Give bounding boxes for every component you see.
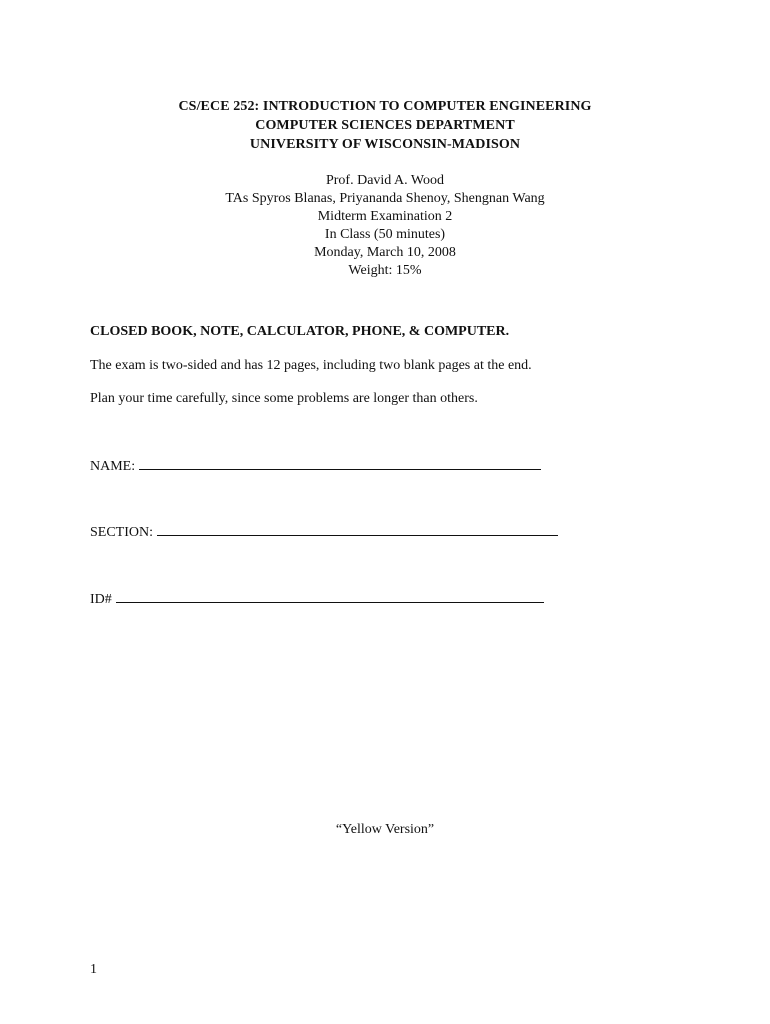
section-blank[interactable] [157, 523, 558, 536]
id-label: ID# [90, 592, 112, 607]
page-number: 1 [90, 962, 97, 977]
name-blank[interactable] [139, 457, 541, 470]
closed-book-notice: CLOSED BOOK, NOTE, CALCULATOR, PHONE, & COMPUTER. [90, 324, 510, 339]
professor-line: Prof. David A. Wood [325, 173, 444, 188]
plan-notice: Plan your time carefully, since some problems are longer than others. [90, 391, 478, 406]
section-label: SECTION: [90, 525, 153, 540]
date-line: Monday, March 10, 2008 [314, 245, 456, 260]
pages-notice: The exam is two-sided and has 12 pages, including two blank pages at the end. [90, 358, 532, 373]
section-field[interactable] [90, 523, 558, 541]
exam-line: Midterm Examination 2 [317, 209, 453, 224]
name-field[interactable] [90, 457, 541, 475]
version-label: “Yellow Version” [335, 822, 435, 837]
id-field[interactable] [90, 590, 544, 608]
name-label: NAME: [90, 459, 136, 474]
tas-line: TAs Spyros Blanas, Priyananda Shenoy, Shengnan Wang [225, 191, 545, 206]
weight-line: Weight: 15% [348, 263, 422, 278]
university-title: UNIVERSITY OF WISCONSIN-MADISON [249, 137, 521, 152]
duration-line: In Class (50 minutes) [324, 227, 446, 242]
department-title: COMPUTER SCIENCES DEPARTMENT [255, 118, 515, 133]
id-blank[interactable] [116, 590, 544, 603]
course-title: CS/ECE 252: INTRODUCTION TO COMPUTER ENGINEERING [178, 99, 592, 114]
